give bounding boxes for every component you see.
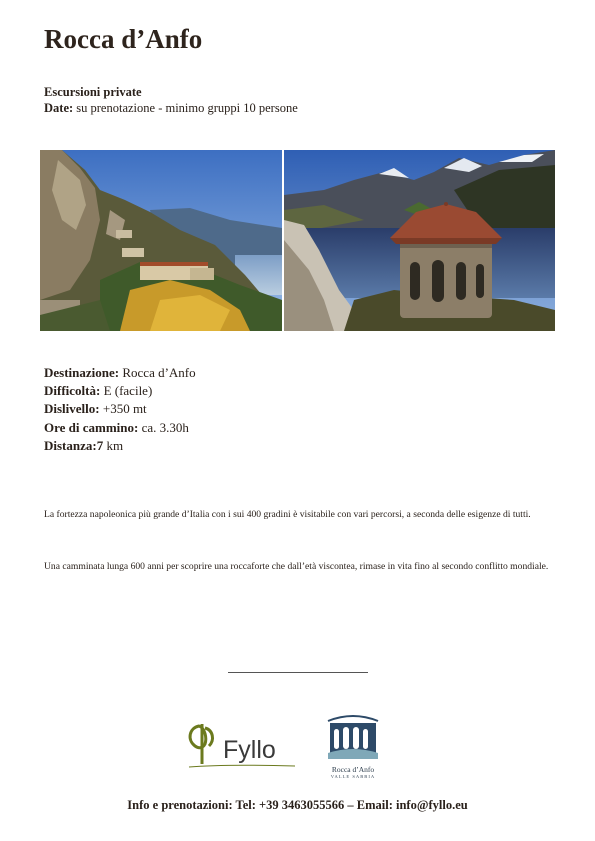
- lake-tower-photo: [284, 150, 555, 331]
- fyllo-logo: [185, 720, 297, 772]
- detail-distanza: [44, 437, 196, 455]
- detail-label: Destinazione:: [44, 365, 120, 380]
- detail-value: ca. 3.30h: [138, 419, 189, 435]
- detail-label: Ore di cammino:: [44, 419, 139, 435]
- contact-info: Info e prenotazioni: Tel: +39 3463055566 – Email: info@fyllo.eu: [127, 798, 468, 812]
- event-type: Escursioni private: [44, 85, 142, 99]
- detail-destinazione: [44, 364, 196, 382]
- detail-value: +350 mt: [99, 401, 147, 417]
- detail-ore-cammino: [44, 419, 196, 437]
- detail-value: km: [103, 437, 124, 453]
- photo-strip: [40, 150, 555, 331]
- detail-label: Dislivello:: [44, 401, 100, 417]
- event-date: [44, 100, 298, 116]
- rocca-logo-subtitle: VALLE SABBIA: [330, 774, 376, 779]
- fyllo-wordmark: Fyllo: [223, 736, 276, 764]
- detail-difficolta: [44, 382, 196, 400]
- page-title: Rocca d’Anfo: [44, 24, 203, 54]
- description-paragraph-2: Una camminata lunga 600 anni per scoprire una roccaforte che dall’età viscontea, rimase in vita fino al secondo conflitto mondiale.: [44, 561, 549, 572]
- detail-value: Rocca d’Anfo: [119, 365, 196, 380]
- date-label: Date:: [44, 101, 74, 115]
- detail-label: Difficoltà:: [44, 383, 101, 399]
- rocca-logo-name: Rocca d’Anfo: [331, 765, 375, 774]
- detail-dislivello: [44, 400, 196, 418]
- description-paragraph-1: La fortezza napoleonica più grande d’Italia con i sui 400 gradini è visitabile con vari percorsi, a seconda delle esigenze di tutti.: [44, 509, 531, 520]
- divider: [228, 672, 368, 673]
- event-info: [44, 84, 298, 116]
- fortress-photo: [40, 150, 282, 331]
- detail-value: E (facile): [100, 383, 153, 399]
- detail-label: Distanza:7: [44, 437, 104, 453]
- route-details: [44, 364, 196, 455]
- date-value: su prenotazione - minimo gruppi 10 persone: [73, 101, 298, 115]
